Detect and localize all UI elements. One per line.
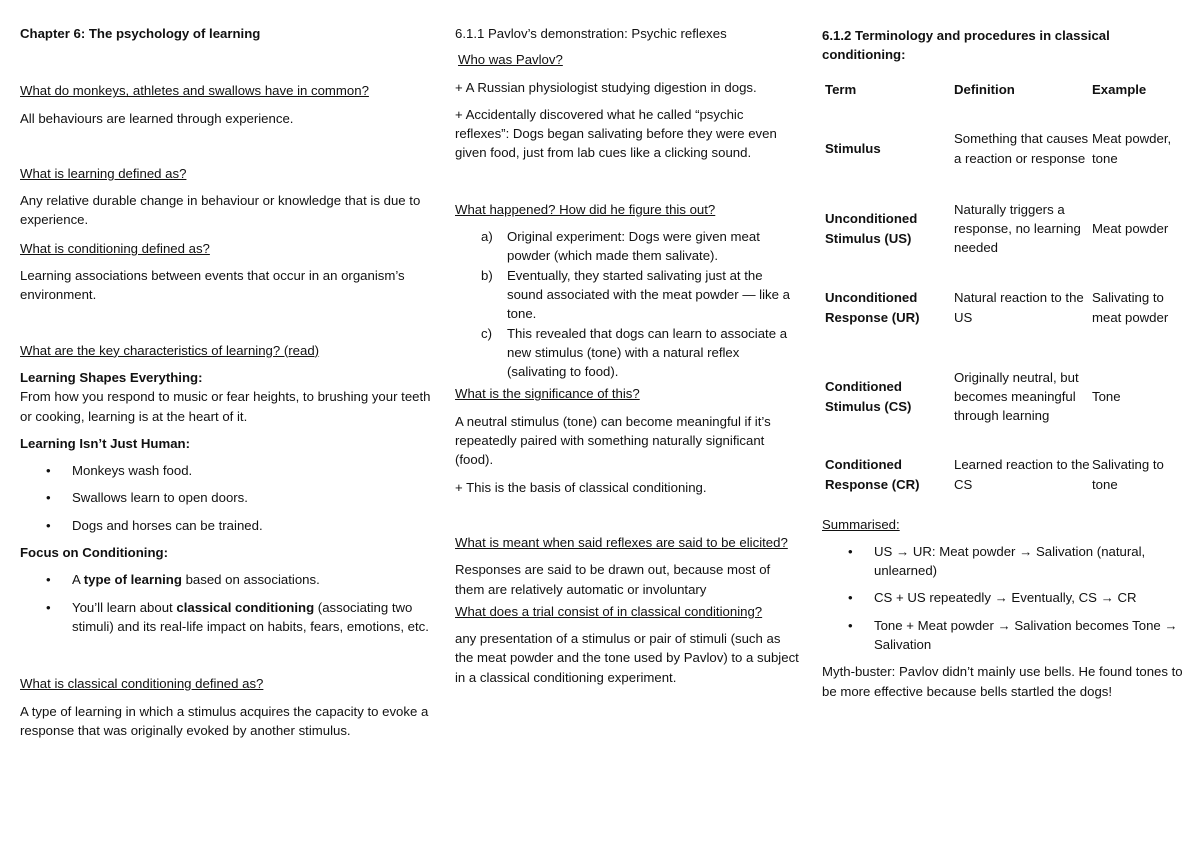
cell-example: Tone: [1092, 388, 1121, 404]
question-elicited: What is meant when said reflexes are said to be elicited?: [455, 534, 788, 550]
cell-definition: Originally neutral, but becomes meaningful through learning: [954, 369, 1079, 424]
mythbuster-note: Myth-buster: Pavlov didn’t mainly use bells. He found tones to be more effective because bells startled the dogs!: [822, 664, 1183, 699]
list-not-just-human: [20, 461, 435, 535]
cell-term: Conditioned Response (CR): [825, 457, 920, 492]
list-item: • Dogs and horses can be trained.: [20, 516, 435, 535]
cell-definition: Learned reaction to the CS: [954, 457, 1090, 492]
answer-pavlov-psychic-reflexes: + Accidentally discovered what he called “psychic reflexes”: Dogs began salivating before they were even given food, just from lab cues like a clicking sound.: [455, 106, 777, 161]
table-row: [822, 351, 1184, 443]
list-item: [20, 598, 435, 637]
cell-term: Conditioned Stimulus (CS): [825, 379, 912, 414]
cell-example: Meat powder: [1092, 220, 1169, 236]
question-who-pavlov: Who was Pavlov?: [458, 52, 563, 68]
heading-learning-shapes: Learning Shapes Everything:: [20, 369, 203, 385]
table-row: [822, 265, 1184, 351]
list-item: • US → UR: Meat powder → Salivation (natural, unlearned): [822, 542, 1184, 581]
step-text: Original experiment: Dogs were given meat powder (which made them salivate).: [507, 229, 760, 264]
answer-monkeys: All behaviours are learned through experience.: [20, 110, 294, 126]
cell-example: Salivating to tone: [1092, 457, 1164, 492]
item-text: You’ll learn about: [72, 599, 177, 615]
section-title-terminology: 6.1.2 Terminology and procedures in classical conditioning:: [822, 28, 1110, 63]
summary-label: Summarised:: [822, 516, 900, 532]
header-example: Example: [1092, 81, 1147, 97]
step-marker: a): [481, 229, 493, 245]
list-item: [455, 324, 800, 382]
terminology-table: [822, 75, 1184, 507]
table-header-row: [822, 75, 1184, 105]
question-conditioning-definition: What is conditioning defined as?: [20, 240, 210, 256]
cell-term: Unconditioned Response (UR): [825, 290, 920, 325]
text-learning-shapes: From how you respond to music or fear heights, to brushing your teeth or cooking, learning is at the heart of it.: [20, 389, 431, 424]
list-item: • Tone + Meat powder → Salivation becomes Tone → Salivation: [822, 616, 1184, 655]
step-text: This revealed that dogs can learn to associate a new stimulus (tone) with a natural reflex (salivating to food).: [507, 325, 788, 380]
answer-significance: A neutral stimulus (tone) can become meaningful if it’s repeatedly paired with something naturally significant (food).: [455, 413, 771, 468]
question-classical-conditioning: What is classical conditioning defined as?: [20, 676, 264, 692]
header-definition: Definition: [954, 81, 1015, 97]
heading-not-just-human: Learning Isn’t Just Human:: [20, 435, 190, 451]
answer-conditioning-definition: Learning associations between events that occur in an organism’s environment.: [20, 268, 405, 303]
cell-term: Stimulus: [825, 140, 881, 156]
heading-focus-conditioning: Focus on Conditioning:: [20, 545, 168, 561]
column-1: [20, 24, 435, 740]
list-item: [455, 266, 800, 324]
answer-elicited: Responses are said to be drawn out, because most of them are relatively automatic or involuntary: [455, 562, 771, 597]
column-3: [822, 24, 1184, 701]
list-item: • Monkeys wash food.: [20, 461, 435, 480]
list-item: [455, 227, 800, 266]
step-marker: c): [481, 325, 492, 341]
answer-basis-classical: + This is the basis of classical conditioning.: [455, 479, 707, 495]
item-text: (associating two stimuli) and its real-life impact on habits, fears, emotions, etc.: [72, 599, 429, 634]
section-title-pavlov: 6.1.1 Pavlov’s demonstration: Psychic reflexes: [455, 26, 727, 41]
item-text: based on associations.: [181, 572, 320, 588]
summary-list: [822, 542, 1184, 654]
table-row: [822, 193, 1184, 265]
question-key-characteristics: What are the key characteristics of learning? (read): [20, 342, 320, 358]
step-marker: b): [481, 267, 493, 283]
item-text: A: [72, 572, 84, 588]
answer-learning-definition: Any relative durable change in behaviour or knowledge that is due to experience.: [20, 193, 421, 228]
item-bold-text: type of learning: [83, 572, 182, 588]
cell-definition: Natural reaction to the US: [954, 290, 1084, 325]
question-what-happened: What happened? How did he figure this out?: [455, 201, 716, 217]
table-row: [822, 443, 1184, 507]
list-focus-conditioning: [20, 570, 435, 636]
list-item: • Swallows learn to open doors.: [20, 488, 435, 507]
step-text: Eventually, they started salivating just at the sound associated with the meat powder — like a tone.: [507, 267, 790, 322]
chapter-title: Chapter 6: The psychology of learning: [20, 26, 261, 41]
column-2: [455, 24, 800, 687]
question-monkeys: What do monkeys, athletes and swallows have in common?: [20, 83, 369, 99]
header-term: Term: [825, 81, 857, 97]
cell-example: Meat powder, tone: [1092, 131, 1172, 166]
cell-definition: Something that causes a reaction or response: [954, 131, 1089, 166]
list-item: [20, 570, 435, 589]
list-item: • CS + US repeatedly → Eventually, CS → CR: [822, 588, 1184, 607]
cell-example: Salivating to meat powder: [1092, 290, 1169, 325]
question-significance: What is the significance of this?: [455, 386, 640, 402]
question-learning-definition: What is learning defined as?: [20, 165, 187, 181]
question-trial: What does a trial consist of in classical conditioning?: [455, 603, 763, 619]
cell-term: Unconditioned Stimulus (US): [825, 211, 918, 246]
table-row: [822, 105, 1184, 193]
list-experiment-steps: [455, 227, 800, 381]
answer-trial: any presentation of a stimulus or pair of stimuli (such as the meat powder and the tone used by Pavlov) to a subject in a classical conditioning experiment.: [455, 631, 799, 685]
answer-pavlov-physiologist: + A Russian physiologist studying digestion in dogs.: [455, 79, 757, 95]
cell-definition: Naturally triggers a response, no learning needed: [954, 201, 1081, 256]
answer-classical-conditioning: A type of learning in which a stimulus acquires the capacity to evoke a response that was originally evoked by another stimulus.: [20, 703, 429, 738]
item-bold-text: classical conditioning: [176, 599, 315, 615]
